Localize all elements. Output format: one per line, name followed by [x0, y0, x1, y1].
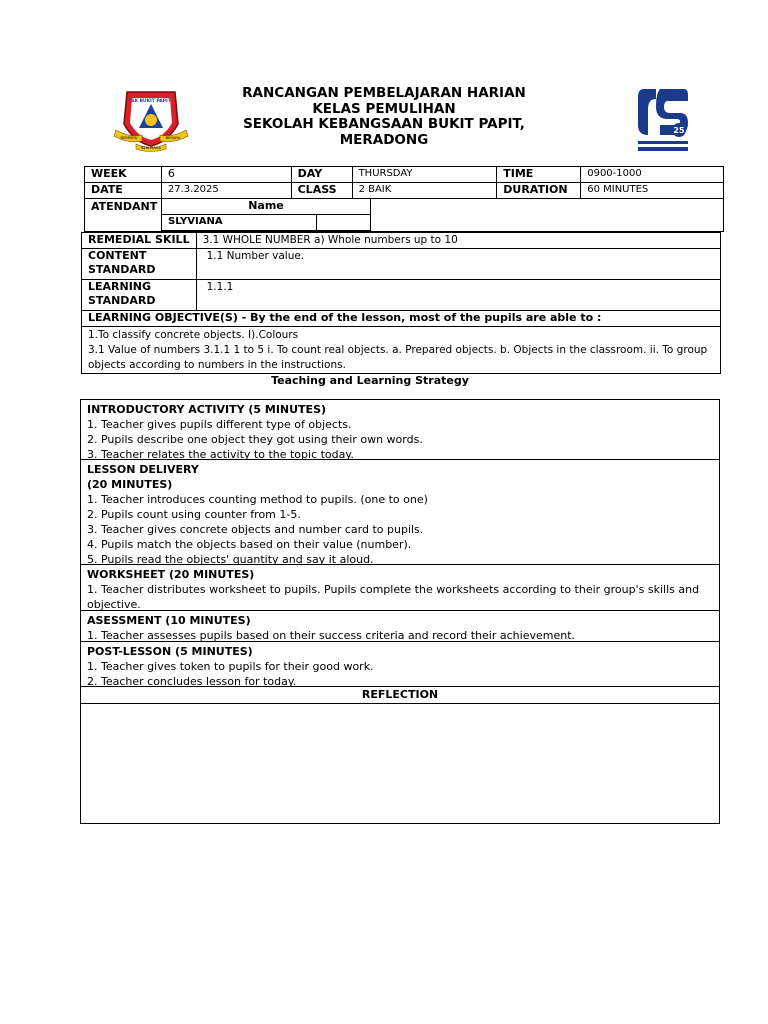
time-label: TIME [497, 167, 581, 183]
header-line-4: MERADONG [339, 131, 429, 148]
delivery-step-5: 5. Pupils read the objects' quantity and say it aloud. [87, 553, 374, 566]
objective-line-1: 1.To classify concrete objects. I).Colours [88, 329, 299, 341]
delivery-step-4: 4. Pupils match the objects based on their value (number). [87, 538, 412, 551]
student-mark-cell [317, 215, 371, 231]
worksheet-title: WORKSHEET (20 MINUTES) [87, 568, 255, 581]
header-line-2: KELAS PEMULIHAN [312, 100, 456, 117]
assessment-step-1: 1. Teacher assesses pupils based on their success criteria and record their achievement. [87, 629, 576, 642]
content-standard-label [82, 249, 197, 280]
date-label: DATE [85, 183, 162, 199]
learning-objective-label: LEARNING OBJECTIVE(S) - By the end of the lesson, most of the pupils are able to : [82, 311, 721, 327]
lesson-table [81, 232, 721, 374]
worksheet-step-1: 1. Teacher distributes worksheet to pupils. Pupils complete the worksheets according to their group's skills and [87, 583, 700, 596]
day-label: DAY [291, 167, 352, 183]
intro-step-2: 2. Pupils describe one object they got using their own words. [87, 433, 423, 446]
week-value: 6 [161, 167, 291, 183]
attendance-table [161, 198, 371, 231]
reflection-title: REFLECTION [80, 686, 720, 704]
info-table [84, 166, 724, 199]
introductory-activity-title: INTRODUCTORY ACTIVITY (5 MINUTES) [87, 403, 327, 416]
duration-label: DURATION [497, 183, 581, 199]
intro-step-3: 3. Teacher relates the activity to the topic today. [87, 448, 354, 461]
class-label: CLASS [291, 183, 352, 199]
assessment-title: ASESSMENT (10 MINUTES) [87, 614, 251, 627]
content-standard-label-1: CONTENT [88, 249, 147, 262]
content-standard-value: 1.1 Number value. [196, 249, 720, 280]
introductory-activity-section [80, 399, 720, 460]
assessment-section [80, 610, 720, 642]
anniversary-logo [634, 85, 692, 155]
lesson-delivery-section [80, 459, 720, 565]
delivery-step-1: 1. Teacher introduces counting method to pupils. (one to one) [87, 493, 428, 506]
class-value: 2 BAIK [352, 183, 497, 199]
post-lesson-step-2: 2. Teacher concludes lesson for today. [87, 675, 297, 688]
name-header: Name [162, 199, 371, 215]
logo-ribbon-right: BERJAYA [165, 136, 181, 140]
logo-ribbon-bottom: BERUSAHA [141, 146, 161, 150]
remedial-skill-value: 3.1 WHOLE NUMBER a) Whole numbers up to 10 [196, 233, 720, 249]
worksheet-section [80, 564, 720, 611]
learning-standard-value: 1.1.1 [196, 280, 720, 311]
student-name: SLYVIANA [162, 215, 317, 231]
remedial-skill-label: REMEDIAL SKILL [82, 233, 197, 249]
reflection-area [80, 703, 720, 824]
learning-objective-body [82, 327, 721, 374]
header-line-1: RANCANGAN PEMBELAJARAN HARIAN [242, 85, 526, 101]
lesson-delivery-title-1: LESSON DELIVERY [87, 463, 199, 476]
logo-ribbon-left: BERPADU [120, 136, 138, 140]
post-lesson-section [80, 641, 720, 687]
objective-line-3: objects according to numbers in the instructions. [88, 359, 346, 371]
day-value: THURSDAY [352, 167, 497, 183]
post-lesson-title: POST-LESSON (5 MINUTES) [87, 645, 253, 658]
learning-standard-label [82, 280, 197, 311]
learning-standard-label-2: STANDARD [88, 294, 156, 307]
strategy-title: Teaching and Learning Strategy [271, 374, 469, 387]
week-label: WEEK [85, 167, 162, 183]
objective-line-2: 3.1 Value of numbers 3.1.1 1 to 5 i. To count real objects. a. Prepared objects. b. Objects in the classroom. ii. To group [88, 344, 708, 356]
logo-top-text: SK BUKIT PAPIT [131, 99, 171, 104]
duration-value: 60 MINUTES [581, 183, 724, 199]
intro-step-1: 1. Teacher gives pupils different type of objects. [87, 418, 352, 431]
learning-standard-label-1: LEARNING [88, 280, 152, 293]
delivery-step-2: 2. Pupils count using counter from 1-5. [87, 508, 301, 521]
logo-25-mark: 25 [673, 126, 685, 135]
lesson-delivery-title-2: (20 MINUTES) [87, 478, 173, 491]
attendant-label: ATENDANT [91, 200, 158, 213]
delivery-step-3: 3. Teacher gives concrete objects and number card to pupils. [87, 523, 424, 536]
content-standard-label-2: STANDARD [88, 263, 156, 276]
worksheet-step-1-cont: objective. [87, 598, 141, 611]
header-line-3: SEKOLAH KEBANGSAAN BUKIT PAPIT, [243, 116, 525, 132]
time-value: 0900-1000 [581, 167, 724, 183]
post-lesson-step-1: 1. Teacher gives token to pupils for their good work. [87, 660, 374, 673]
date-value: 27.3.2025 [161, 183, 291, 199]
